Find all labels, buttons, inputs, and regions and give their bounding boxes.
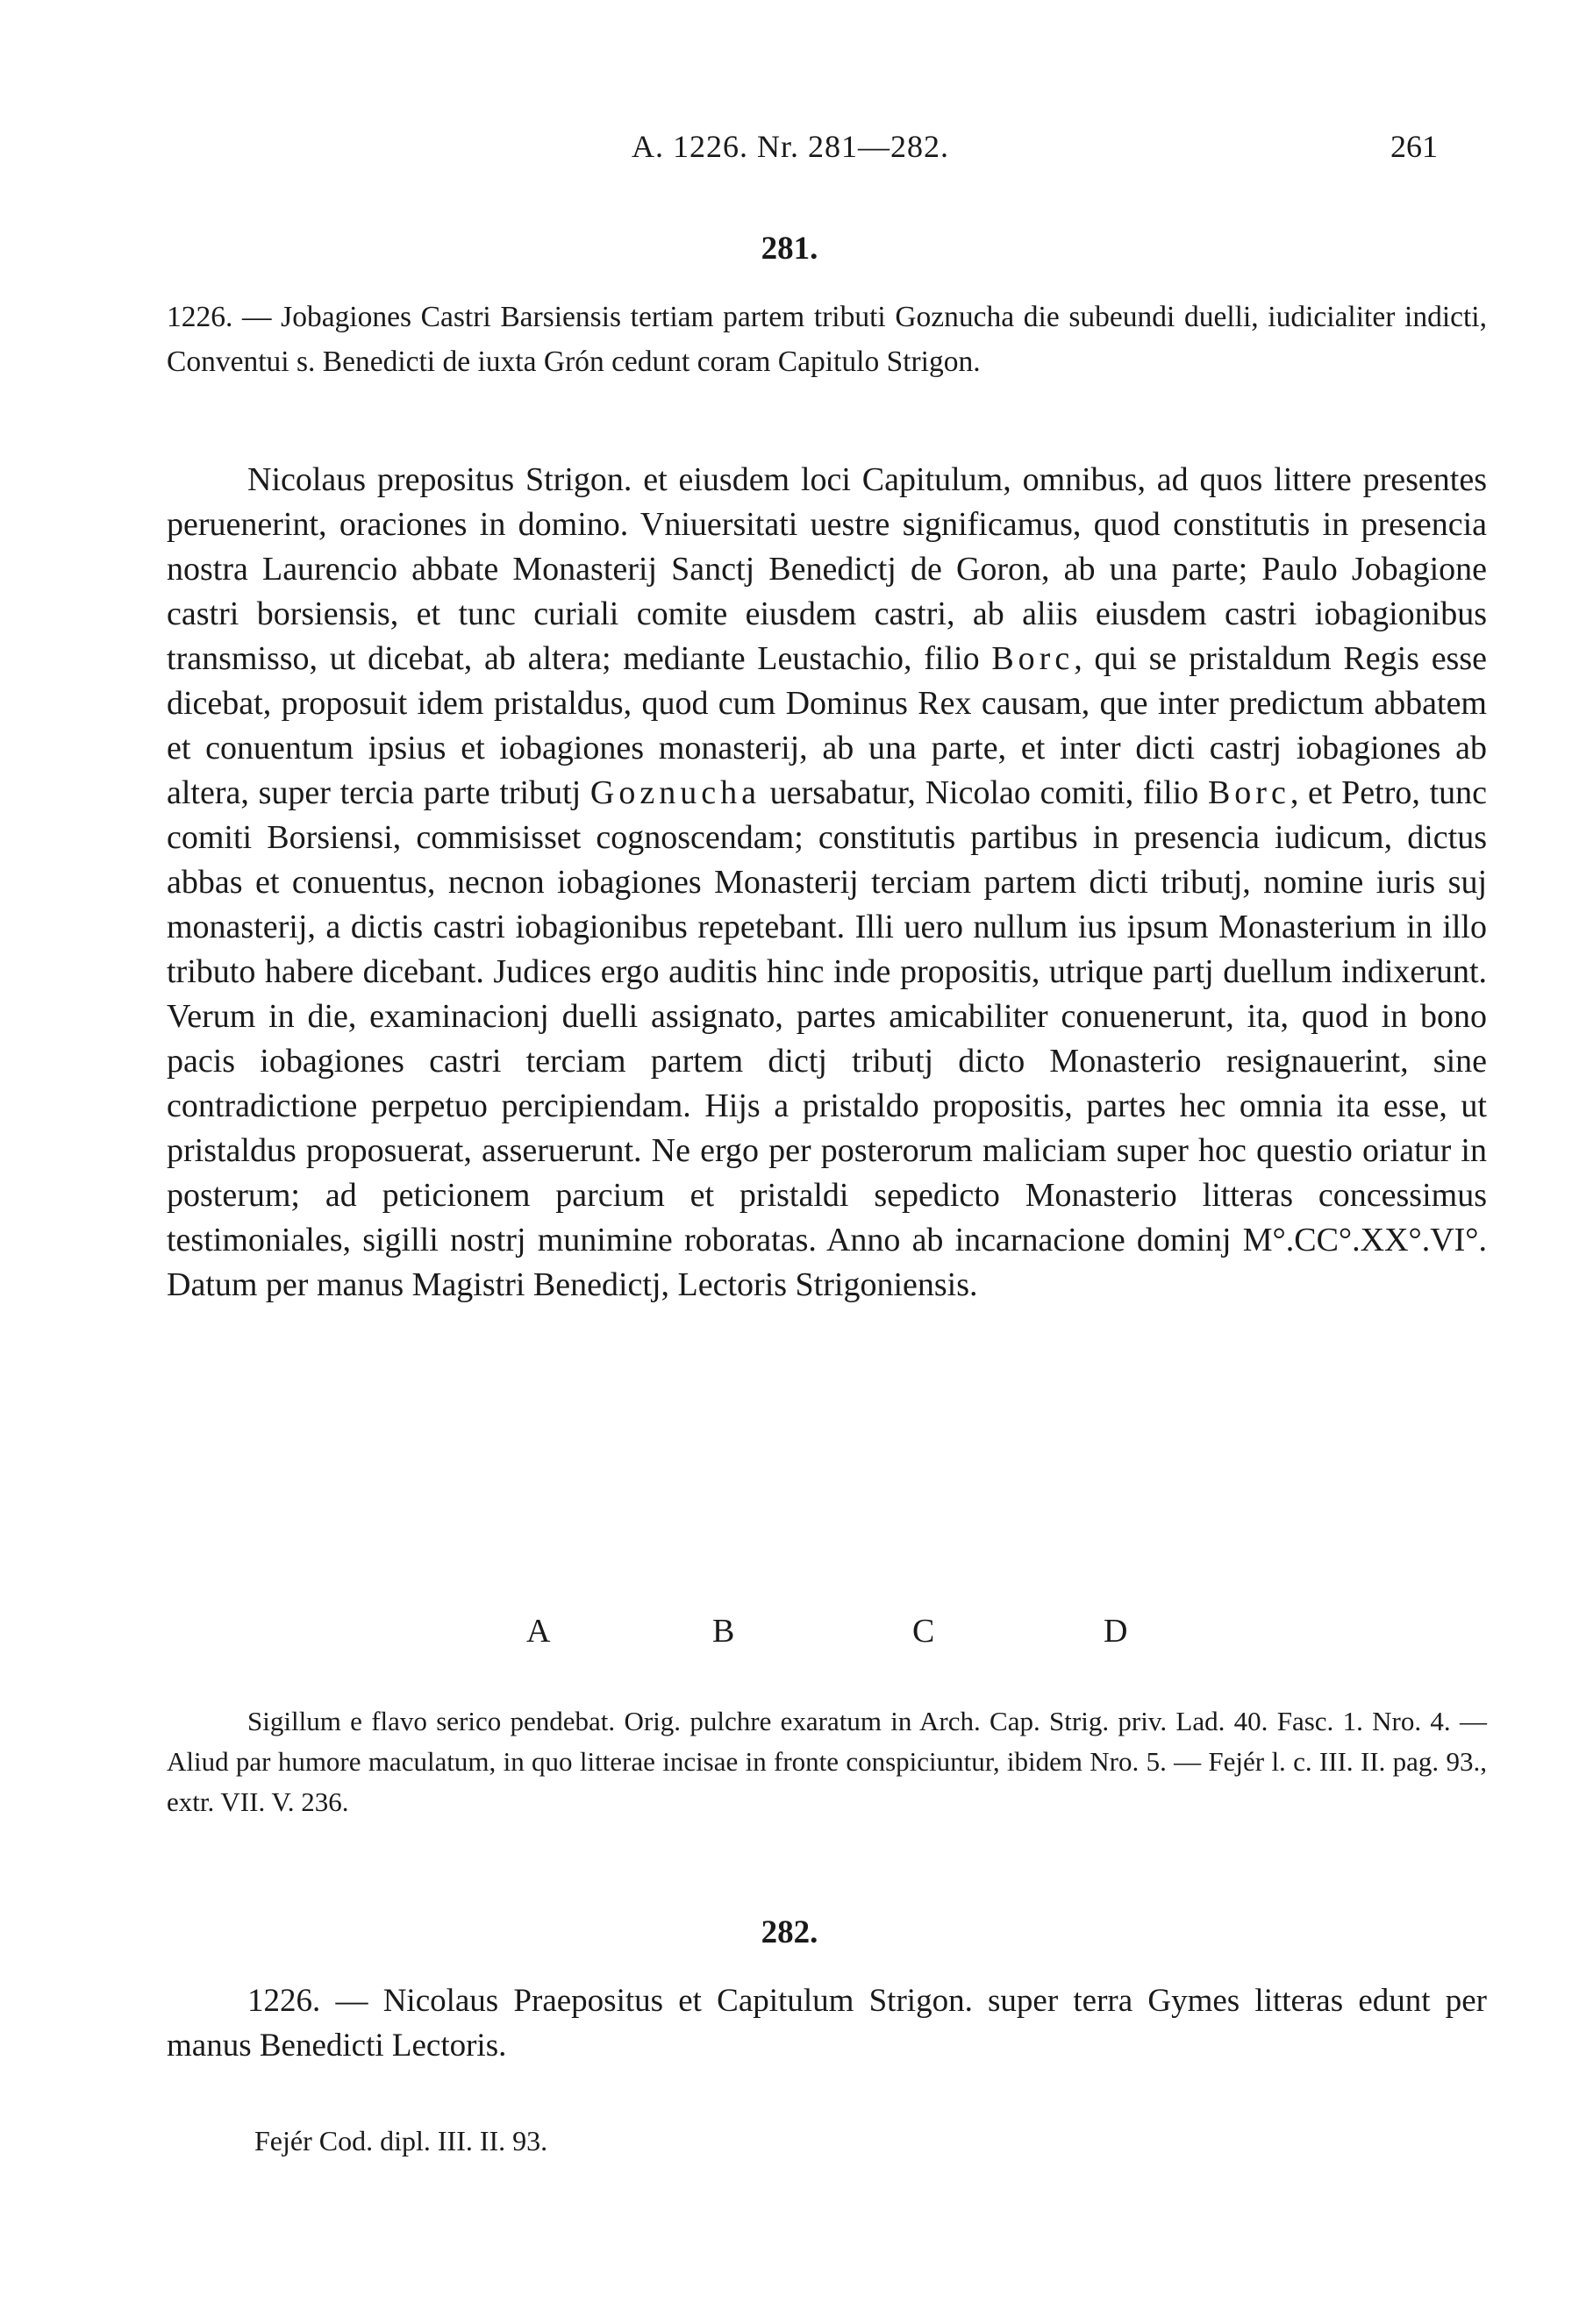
text-part-d: , et Petro, tunc comiti Borsiensi, commisisset cognoscendam; constitutis partibus in presencia iudicum, dictus abbas et conuentus, necnon iobagiones Monasterij terciam partem dicti tributj, nomine iuris suj monasterij, a dictis castri iobagionibus repetebant. Illi uero nullum ius ipsum Monasterium in illo tributo habere dicebant. Judices ergo auditis hinc inde propositis, utrique partj duellum indixerunt. Verum in die, examinacionj duelli assignato, partes amicabiliter conuenerunt, ita, quod in bono pacis iobagiones castri terciam partem dictj tributj dicto Monasterio resignauerint, sine contradictione perpetuo percipiendam. Hijs a pristaldo propositis, partes hec omnia ita esse, ut pristaldus proposuerat, asseruerunt. Ne ergo per posterorum maliciam super hoc questio oriatur in posterum; ad peticionem parcium et pristaldi sepedicto Monasterio litteras concessimus testimoniales, sigilli nostrj munimine roboratas. Anno ab incarnacione dominj M°.CC°.XX°.VI°. Datum per manus Magistri Benedictj, Lectoris Strigoniensis. (167, 774, 1488, 1303)
page-header (0, 128, 1579, 172)
name-goznucha: Goznucha (589, 774, 761, 811)
chirograph-letter: A (526, 1613, 551, 1650)
name-borc: Borc (1207, 774, 1290, 811)
document-282-reference: Fejér Cod. dipl. III. II. 93. (254, 2125, 548, 2156)
text-part-c: uersabatur, Nicolao comiti, filio (760, 774, 1208, 811)
name-borc: Borc (991, 640, 1075, 677)
document-281-number: 281. (761, 231, 818, 267)
document-282-summary: 1226. — Nicolaus Praepositus et Capitulum Strigon. super terra Gymes litteras edunt per manus Benedicti Lectoris. (167, 1983, 1487, 2064)
page-number: 261 (1390, 129, 1438, 164)
document-282-number: 282. (761, 1914, 818, 1950)
document-281-note: Sigillum e flavo serico pendebat. Orig. pulchre exaratum in Arch. Cap. Strig. priv. Lad. 40. Fasc. 1. Nro. 4. — Aliud par humore maculatum, in quo litterae incisae in fronte conspiciuntur, ibidem Nro. 5. — Fejér l. c. III. II. pag. 93., extr. VII. V. 236. (167, 1706, 1487, 1817)
chirograph-letter: C (912, 1613, 935, 1650)
chirograph-letter: B (712, 1613, 735, 1650)
text-part-a: Nicolaus prepositus Strigon. et eiusdem loci Capitulum, omnibus, ad quos littere presentes peruenerint, oraciones in domino. Vniuersitati uestre significamus, quod constitutis in presencia nostra Laurencio abbate Monasterij Sanctj Benedictj de Goron, ab una parte; Paulo Jobagione castri borsiensis, et tunc curiali comite eiusdem castri, ab aliis eiusdem castri iobagionibus transmisso, ut dicebat, ab altera; mediante Leustachio, filio (167, 461, 1487, 677)
chirograph-letter: D (1104, 1613, 1128, 1650)
running-head: A. 1226. Nr. 281—282. (632, 129, 949, 164)
document-281-summary: 1226. — Jobagiones Castri Barsiensis tertiam partem tributi Goznucha die subeundi duelli, iudicialiter indicti, Conventui s. Benedicti de iuxta Grón cedunt coram Capitulo Strigon. (167, 301, 1487, 378)
document-281-text (167, 458, 1487, 1308)
chirograph-letters (526, 1612, 1140, 1656)
text-part-b: , qui se pristaldum Regis esse dicebat, proposuit idem pristaldus, quod cum Dominus Rex causam, que inter predictum abbatem et conuentum ipsius et iobagiones monasterij, ab una parte, et inter dicti castrj iobagiones ab altera, super tercia parte tributj (167, 640, 1487, 811)
